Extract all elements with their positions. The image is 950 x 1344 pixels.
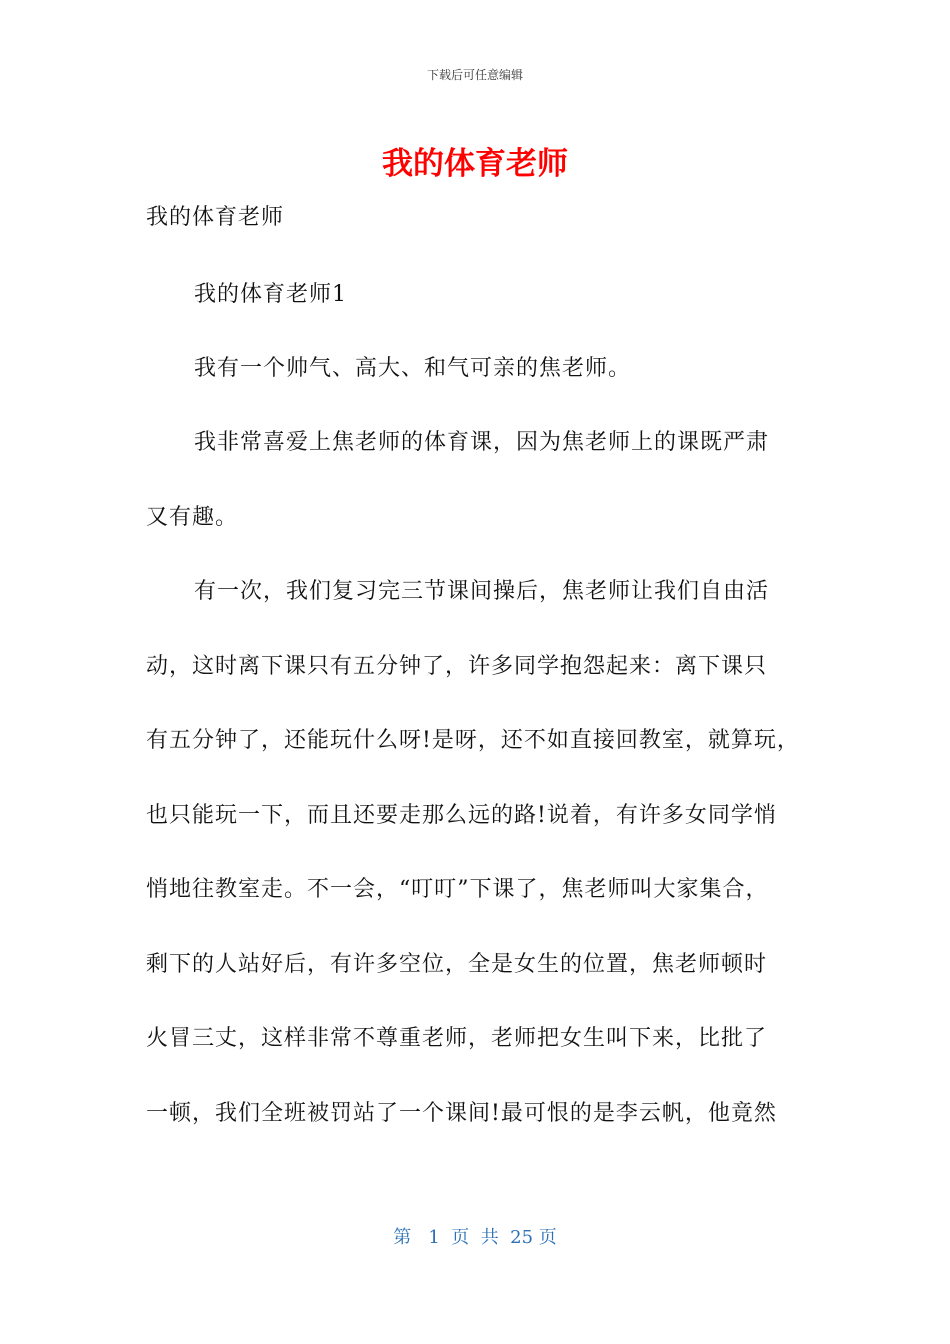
body-line-6: 有一次，我们复习完三节课间操后，焦老师让我们自由活 <box>194 579 770 604</box>
body-line-1: 我的体育老师 <box>146 205 285 230</box>
body-line-8: 有五分钟了，还能玩什么呀!是呀，还不如直接回教室，就算玩， <box>146 728 800 753</box>
page-number-footer: 第 1 页 共 25 页 <box>393 1227 557 1248</box>
body-line-7: 动，这时离下课只有五分钟了，许多同学抱怨起来：离下课只 <box>146 654 768 679</box>
body-line-3: 我有一个帅气、高大、和气可亲的焦老师。 <box>194 356 632 381</box>
body-line-10: 悄地往教室走。不一会，“叮叮”下课了，焦老师叫大家集合， <box>146 877 769 902</box>
body-line-11: 剩下的人站好后，有许多空位，全是女生的位置，焦老师顿时 <box>146 952 768 977</box>
body-line-5: 又有趣。 <box>146 505 239 530</box>
body-line-9: 也只能玩一下，而且还要走那么远的路!说着，有许多女同学悄 <box>146 803 777 828</box>
body-line-2: 我的体育老师1 <box>194 282 347 307</box>
body-line-13: 一顿，我们全班被罚站了一个课间!最可恨的是李云帆，他竟然 <box>146 1101 777 1126</box>
body-line-12: 火冒三丈，这样非常不尊重老师，老师把女生叫下来，比批了 <box>146 1026 768 1051</box>
document-title: 我的体育老师 <box>382 146 568 182</box>
header-note: 下载后可任意编辑 <box>426 68 523 82</box>
body-line-4: 我非常喜爱上焦老师的体育课，因为焦老师上的课既严肃 <box>194 430 770 455</box>
